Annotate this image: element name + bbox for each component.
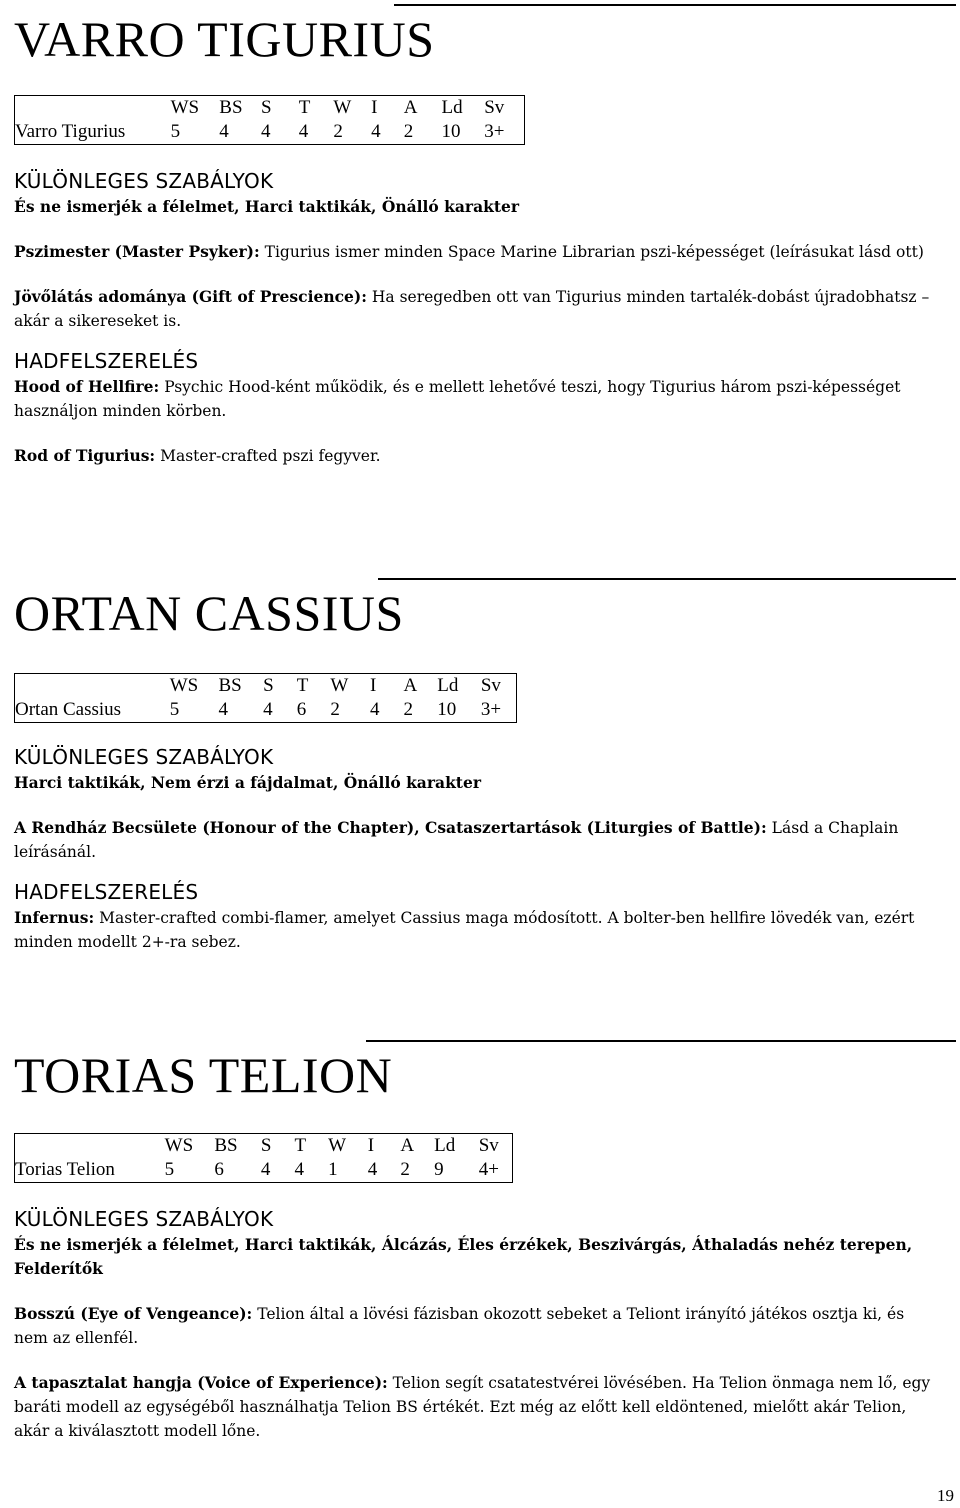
stat-value: 6: [297, 698, 331, 723]
stat-value: 4: [261, 120, 299, 145]
stat-header: T: [296, 675, 309, 696]
stat-value: 3+: [481, 698, 517, 723]
wargear-paragraph: Hood of Hellfire: Psychic Hood-ként működik, és e mellett lehetővé teszi, hogy Tigurius három pszi-képességet használjon minden körben.: [14, 377, 901, 420]
stat-value: 9: [434, 1158, 479, 1183]
wargear-paragraph: Rod of Tigurius: Master-crafted pszi fegyver.: [14, 446, 381, 465]
page-number: 19: [937, 1486, 954, 1505]
stat-value: 2: [404, 120, 442, 145]
stat-value: 4: [368, 1158, 401, 1183]
stat-header: WS: [170, 97, 200, 118]
stat-value: 4: [219, 120, 261, 145]
stat-header: Ld: [437, 675, 459, 696]
wargear-heading: HADFELSZERELÉS: [14, 349, 199, 373]
stats-value-row: [15, 1158, 513, 1183]
stat-value: 5: [170, 698, 219, 723]
stat-header: S: [261, 97, 272, 118]
stat-value: 4+: [479, 1158, 513, 1183]
stat-value: 2: [333, 120, 371, 145]
stat-value: 2: [400, 1158, 434, 1183]
stats-table: [14, 95, 525, 145]
rule-paragraph: Bosszú (Eye of Vengeance): Telion által a lövési fázisban okozott sebeket a Teliont irányító játékos osztja ki, és nem az ellenfél.: [14, 1304, 905, 1347]
stat-value: 4: [299, 120, 334, 145]
stats-table: [14, 1133, 513, 1183]
stats-header-row: [15, 674, 517, 699]
title-rule: [378, 578, 956, 580]
stat-value: 10: [441, 120, 484, 145]
stat-header: W: [330, 675, 349, 696]
section-content: [14, 743, 942, 954]
section-ortan-cassius: [14, 576, 958, 976]
section-content: [14, 167, 942, 468]
stat-header: I: [369, 675, 377, 696]
wargear-heading: HADFELSZERELÉS: [14, 880, 199, 904]
stat-value: 5: [171, 120, 220, 145]
stat-header: T: [294, 1135, 307, 1156]
stat-header: BS: [214, 1135, 238, 1156]
special-rules-heading: KÜLÖNLEGES SZABÁLYOK: [14, 1207, 274, 1231]
special-rules-heading: KÜLÖNLEGES SZABÁLYOK: [14, 169, 274, 193]
stat-value: 4: [370, 698, 404, 723]
stat-header: I: [367, 1135, 375, 1156]
section-torias-telion: [14, 1038, 958, 1458]
stat-value: 4: [261, 1158, 295, 1183]
stat-header: Ld: [441, 97, 463, 118]
stat-header: S: [263, 675, 274, 696]
stat-header: I: [371, 97, 378, 118]
special-rules-heading: KÜLÖNLEGES SZABÁLYOK: [14, 745, 274, 769]
stats-header-row: [15, 96, 525, 121]
stat-value: 4: [218, 698, 263, 723]
stat-value: 3+: [484, 120, 524, 145]
stat-header: BS: [218, 675, 242, 696]
stats-table: [14, 673, 517, 723]
stat-header: A: [403, 97, 418, 118]
stat-value: 2: [403, 698, 437, 723]
special-rules-list: És ne ismerjék a félelmet, Harci taktikák, Önálló karakter: [14, 197, 520, 216]
stat-header: A: [400, 1135, 415, 1156]
stat-header: A: [403, 675, 418, 696]
rule-paragraph: A Rendház Becsülete (Honour of the Chapter), Csataszertartások (Liturgies of Battle): Lásd a Chaplain leírásánál.: [14, 818, 899, 861]
stat-header: W: [328, 1135, 347, 1156]
stat-header: BS: [219, 97, 243, 118]
special-rules-list: Harci taktikák, Nem érzi a fájdalmat, Önálló karakter: [14, 773, 481, 792]
special-rules-list: És ne ismerjék a félelmet, Harci taktikák, Álcázás, Éles érzékek, Beszivárgás, Áthaladás nehéz terepen, Felderítők: [14, 1235, 913, 1278]
stat-header: Sv: [480, 675, 501, 696]
section-varro-tigurius: [14, 0, 958, 520]
stat-header: Sv: [484, 97, 505, 118]
unit-name: Ortan Cassius: [15, 698, 170, 723]
page-title: VARRO TIGURIUS: [14, 11, 435, 67]
stat-header: W: [333, 97, 352, 118]
stat-header: WS: [164, 1135, 194, 1156]
stat-value: 10: [437, 698, 481, 723]
stat-header: T: [298, 97, 311, 118]
section-content: [14, 1205, 942, 1443]
rule-paragraph: Pszimester (Master Psyker): Tigurius ismer minden Space Marine Librarian pszi-képességet (leírásukat lásd ott): [14, 242, 924, 261]
rule-paragraph: A tapasztalat hangja (Voice of Experience): Telion segít csatatestvérei lövésében. Ha Telion önmaga nem lő, egy baráti modell az egységéből használhatja Telion BS értékét. Ezt még az előtt kell eldöntened, mielőtt akár Telion, akár a kiválasztott modell lőne.: [14, 1373, 931, 1440]
section-title: TORIAS TELION: [14, 1047, 393, 1103]
stat-header: Sv: [478, 1135, 499, 1156]
title-rule: [366, 1040, 956, 1042]
stat-header: Ld: [434, 1135, 456, 1156]
stat-header: S: [260, 1135, 272, 1156]
stats-header-row: [15, 1134, 513, 1159]
unit-name: Varro Tigurius: [15, 120, 171, 145]
stats-value-row: [15, 698, 517, 723]
stat-value: 5: [165, 1158, 215, 1183]
stat-value: 4: [371, 120, 404, 145]
stat-header: WS: [169, 675, 199, 696]
stat-value: 4: [295, 1158, 329, 1183]
unit-name: Torias Telion: [15, 1158, 165, 1183]
title-rule: [394, 4, 956, 6]
stat-value: 1: [328, 1158, 368, 1183]
stat-value: 2: [330, 698, 370, 723]
section-title: ORTAN CASSIUS: [14, 585, 404, 641]
stat-value: 4: [263, 698, 297, 723]
wargear-paragraph: Infernus: Master-crafted combi-flamer, amelyet Cassius maga módosított. A bolter-ben hellfire lövedék van, ezért minden modellt 2+-ra sebez.: [14, 908, 915, 951]
rule-paragraph: Jövőlátás adománya (Gift of Prescience): Ha seregedben ott van Tigurius minden tartalék-dobást újradobhatsz – akár a sikereseket is.: [14, 287, 930, 330]
stat-value: 6: [214, 1158, 261, 1183]
stats-value-row: [15, 120, 525, 145]
